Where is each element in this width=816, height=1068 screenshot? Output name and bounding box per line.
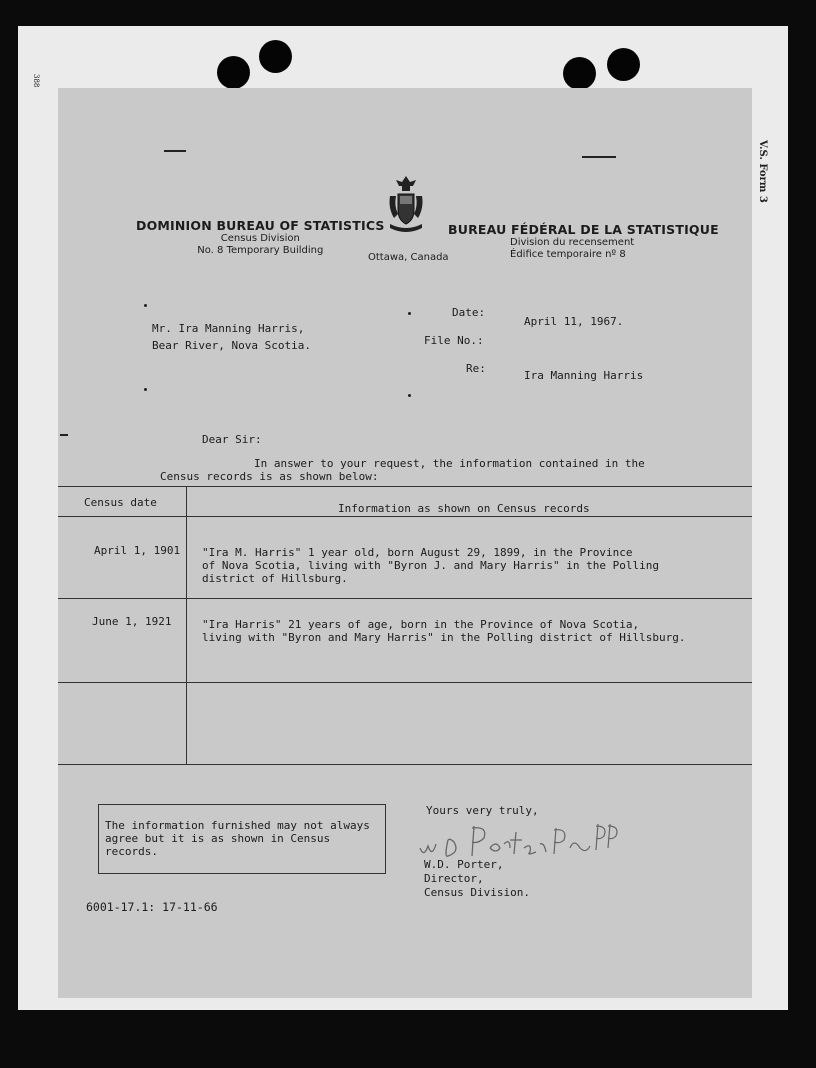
disclaimer-line-1: The information furnished may not always [105, 819, 370, 832]
building-english: No. 8 Temporary Building [197, 245, 324, 256]
row-1901-info-line-1: "Ira M. Harris" 1 year old, born August 29, 1899, in the Province [202, 546, 633, 559]
disclaimer-box [98, 804, 386, 874]
row-1901-info-line-2: of Nova Scotia, living with "Byron J. and Mary Harris" in the Polling [202, 559, 659, 572]
table-rule [58, 764, 752, 765]
punch-hole [563, 57, 596, 90]
side-form-label: V.S. Form 3 [757, 140, 768, 203]
table-rule [58, 486, 752, 487]
header-census-date: Census date [84, 496, 157, 509]
signer-name: W.D. Porter, [424, 858, 504, 871]
letterhead-french [448, 222, 719, 261]
division-english: Census Division [220, 233, 300, 244]
division-french: Division du recensement [510, 237, 635, 248]
letter-sheet [58, 88, 752, 998]
table-rule [58, 516, 752, 517]
row-1901-info-line-3: district of Hillsburg. [202, 572, 348, 585]
show-through-dot [408, 394, 411, 397]
side-mark-left: 388 [32, 74, 40, 88]
punch-hole [259, 40, 292, 73]
signer-division: Census Division. [424, 886, 530, 899]
recipient-name: Mr. Ira Manning Harris, [152, 322, 305, 335]
bureau-name-french: BUREAU FÉDÉRAL DE LA STATISTIQUE [448, 222, 719, 237]
recipient-address: Bear River, Nova Scotia. [152, 339, 311, 352]
disclaimer-line-3: records. [105, 845, 158, 858]
building-french: Édifice temporaire nº 8 [510, 249, 626, 260]
letterhead-english [136, 218, 385, 257]
show-through-mark [60, 434, 68, 436]
bureau-name-english: DOMINION BUREAU OF STATISTICS [136, 218, 385, 233]
intro-line-2: Census records is as shown below: [160, 470, 379, 483]
date-value: April 11, 1967. [524, 315, 624, 328]
location: Ottawa, Canada [368, 252, 449, 263]
form-code: 6001-17.1: 17-11-66 [86, 900, 218, 914]
salutation: Dear Sir: [202, 433, 262, 446]
row-1921-info-line-2: living with "Byron and Mary Harris" in the Polling district of Hillsburg. [202, 631, 686, 644]
header-information: Information as shown on Census records [338, 502, 590, 515]
disclaimer-line-2: agree but it is as shown in Census [105, 832, 331, 845]
row-1921-date: June 1, 1921 [92, 615, 172, 628]
file-no-label: File No.: [424, 334, 484, 347]
punch-hole [217, 56, 250, 89]
row-1901-date: April 1, 1901 [94, 544, 181, 557]
signer-title: Director, [424, 872, 484, 885]
show-through-dot [408, 312, 411, 315]
coat-of-arms-icon [386, 174, 426, 236]
show-through-mark [582, 156, 616, 158]
date-label: Date: [452, 306, 486, 319]
intro-line-1: In answer to your request, the information contained in the [254, 457, 645, 470]
table-rule [58, 682, 752, 683]
row-1921-info-line-1: "Ira Harris" 21 years of age, born in the Province of Nova Scotia, [202, 618, 640, 631]
re-value: Ira Manning Harris [524, 369, 644, 382]
show-through-dot [144, 304, 147, 307]
show-through-mark [164, 150, 186, 152]
punch-hole [607, 48, 640, 81]
show-through-dot [144, 388, 147, 391]
table-rule [58, 598, 752, 599]
re-label: Re: [466, 362, 486, 375]
valediction: Yours very truly, [426, 804, 539, 817]
table-column-rule [186, 486, 187, 764]
